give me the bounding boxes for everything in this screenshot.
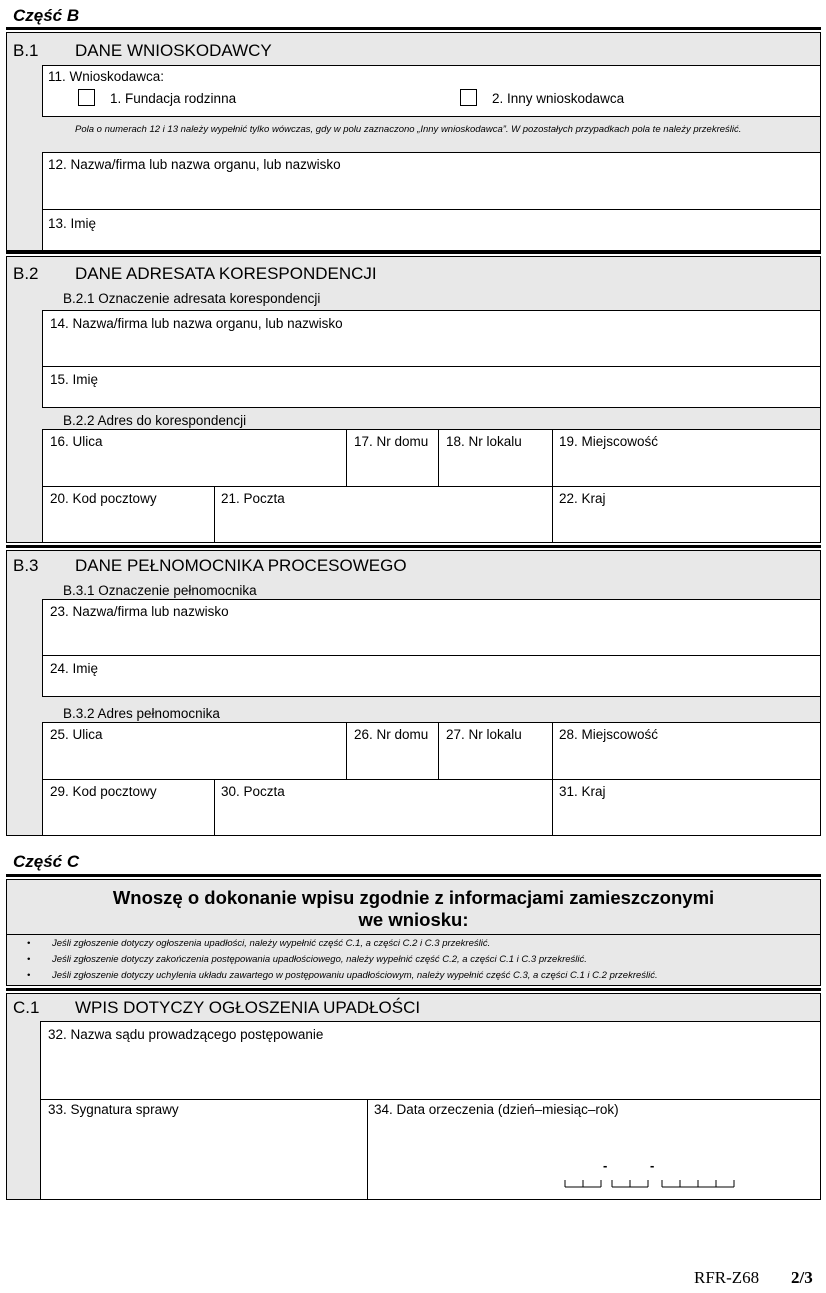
divider <box>6 27 821 30</box>
instruction-item: Jeśli zgłoszenie dotyczy ogłoszenia upadłości, należy wypełnić część C.1, a części C.2 i C.3 przekreślić. <box>52 938 491 949</box>
section-b2-code: B.2 <box>13 264 39 283</box>
option-1-label: 1. Fundacja rodzinna <box>110 91 237 106</box>
field-11-label: 11. Wnioskodawca: <box>48 69 165 84</box>
field-19-label: 19. Miejscowość <box>559 434 659 449</box>
field-23-label: 23. Nazwa/firma lub nazwisko <box>50 604 229 619</box>
field-33-label: 33. Sygnatura sprawy <box>48 1102 179 1117</box>
field-13-label: 13. Imię <box>48 216 97 231</box>
option-2-label: 2. Inny wnioskodawca <box>492 91 625 106</box>
field-13-box[interactable] <box>42 209 821 251</box>
section-c1-title: WPIS DOTYCZY OGŁOSZENIA UPADŁOŚCI <box>75 998 421 1017</box>
field-12-label: 12. Nazwa/firma lub nazwa organu, lub nazwisko <box>48 157 341 172</box>
field-24-box[interactable] <box>42 655 821 697</box>
checkbox-inny-wnioskodawca[interactable] <box>460 89 477 106</box>
field-27-label: 27. Nr lokalu <box>446 727 522 742</box>
field-15-label: 15. Imię <box>50 372 99 387</box>
field-16-label: 16. Ulica <box>50 434 103 449</box>
section-b3-code: B.3 <box>13 556 39 575</box>
field-18-label: 18. Nr lokalu <box>446 434 522 449</box>
date-separator: - <box>650 1158 655 1173</box>
field-28-label: 28. Miejscowość <box>559 727 659 742</box>
field-26-label: 26. Nr domu <box>354 727 429 742</box>
field-17-label: 17. Nr domu <box>354 434 429 449</box>
part-c-title: Część C <box>13 852 80 871</box>
section-b2-title: DANE ADRESATA KORESPONDENCJI <box>75 264 377 283</box>
part-b-title: Część B <box>13 6 80 25</box>
divider <box>6 874 821 877</box>
instruction-item: Jeśli zgłoszenie dotyczy uchylenia układu zawartego w postępowaniu upadłościowym, należy wypełnić część C.3, a części C.1 i C.2 przekreślić. <box>52 970 658 981</box>
section-b3-title: DANE PEŁNOMOCNIKA PROCESOWEGO <box>75 556 407 575</box>
section-c1-code: C.1 <box>13 998 40 1017</box>
b3-2-subtitle: B.3.2 Adres pełnomocnika <box>63 706 220 721</box>
part-c-heading-line1: Wnoszę o dokonanie wpisu zgodnie z informacjami zamieszczonymi <box>112 887 715 908</box>
field-24-label: 24. Imię <box>50 661 99 676</box>
divider <box>6 545 821 548</box>
instruction-item: Jeśli zgłoszenie dotyczy zakończenia postępowania upadłościowego, należy wypełnić część C.2, a części C.1 i C.3 przekreślić. <box>52 954 587 965</box>
page-number: 2/3 <box>791 1268 813 1287</box>
field-29-label: 29. Kod pocztowy <box>50 784 157 799</box>
section-b1-title: DANE WNIOSKODAWCY <box>75 41 272 60</box>
b1-note: Pola o numerach 12 i 13 należy wypełnić tylko wówczas, gdy w polu zaznaczono „Inny wnioskodawca”. W pozostałych przypadkach pola te należy przekreślić. <box>75 124 742 135</box>
form-code: RFR-Z68 <box>694 1268 760 1287</box>
field-15-box[interactable] <box>42 366 821 408</box>
bullet-dot: • <box>27 938 31 949</box>
b2-2-subtitle: B.2.2 Adres do korespondencji <box>63 413 247 428</box>
divider <box>6 251 821 254</box>
field-31-label: 31. Kraj <box>559 784 606 799</box>
field-25-label: 25. Ulica <box>50 727 103 742</box>
checkbox-fundacja-rodzinna[interactable] <box>78 89 95 106</box>
divider <box>6 988 821 991</box>
date-separator: - <box>603 1158 608 1173</box>
section-b1-code: B.1 <box>13 41 39 60</box>
b3-1-subtitle: B.3.1 Oznaczenie pełnomocnika <box>63 583 257 598</box>
field-30-label: 30. Poczta <box>221 784 285 799</box>
field-14-label: 14. Nazwa/firma lub nazwa organu, lub nazwisko <box>50 316 343 331</box>
field-20-label: 20. Kod pocztowy <box>50 491 157 506</box>
bullet-dot: • <box>27 954 31 965</box>
field-34-label: 34. Data orzeczenia (dzień–miesiąc–rok) <box>374 1102 619 1117</box>
field-22-label: 22. Kraj <box>559 491 606 506</box>
field-21-label: 21. Poczta <box>221 491 285 506</box>
field-32-label: 32. Nazwa sądu prowadzącego postępowanie <box>48 1027 324 1042</box>
part-c-heading-line2: we wniosku: <box>358 909 469 930</box>
b2-1-subtitle: B.2.1 Oznaczenie adresata korespondencji <box>63 291 321 306</box>
bullet-dot: • <box>27 970 31 981</box>
